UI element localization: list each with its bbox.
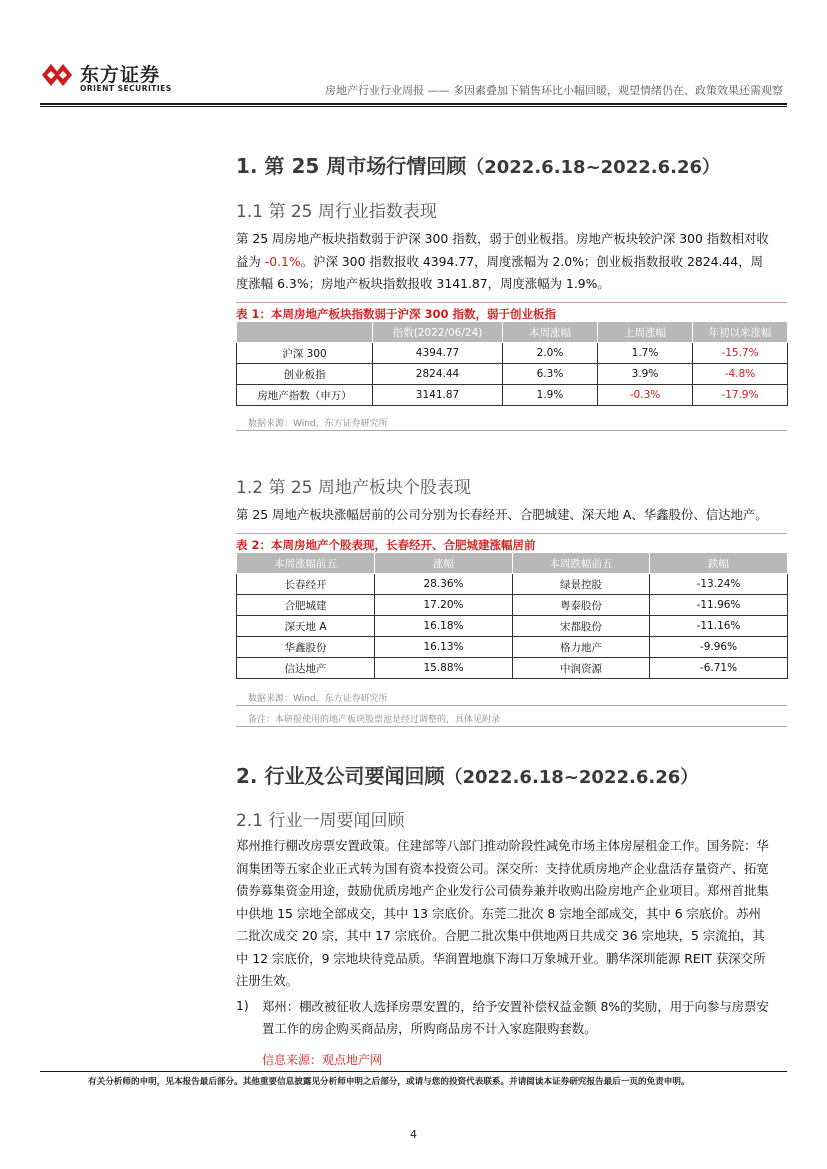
table-header-cell: 跌幅 xyxy=(650,553,788,574)
gainer-name: 华鑫股份 xyxy=(237,637,375,658)
table-row xyxy=(237,385,788,406)
loser-name: 粤泰股份 xyxy=(513,595,650,616)
loser-pct: -9.96% xyxy=(650,637,788,658)
table1-caption: 表 1：本周房地产板块指数弱于沪深 300 指数，弱于创业板指 xyxy=(236,302,787,322)
index-close: 3141.87 xyxy=(373,385,503,406)
gainer-pct: 28.36% xyxy=(375,574,513,595)
info-source: 信息来源：观点地产网 xyxy=(262,1053,383,1067)
header-divider xyxy=(40,103,787,105)
table2-caption: 表 2：本周房地产个股表现，长春经开、合肥城建涨幅居前 xyxy=(236,533,787,553)
relative-return-value: -0.1% xyxy=(264,253,301,269)
section1-dates: （2022.6.18~2022.6.26） xyxy=(466,157,721,178)
table-row xyxy=(237,364,788,385)
table-header-cell: 指数(2022/06/24) xyxy=(373,322,503,343)
loser-name: 格力地产 xyxy=(513,637,650,658)
section1-1-heading: 1.1 第 25 周行业指数表现 xyxy=(236,202,437,222)
table-row xyxy=(237,595,788,616)
section1-heading xyxy=(236,150,720,179)
loser-name: 宋都股份 xyxy=(513,616,650,637)
section1-2-heading: 1.2 第 25 周地产板块个股表现 xyxy=(236,478,471,498)
section1-1-paragraph: 第 25 周房地产板块指数弱于沪深 300 指数，弱于创业板指。房地产板块较沪深 300 指数相对收益为 -0.1%。沪深 300 指数报收 4394.77，周度涨幅为 2.0%；创业板指数报收 2824.44，周度涨幅 6.3%；房地产板块指数报收 3141.87，周度涨幅为 1.9%。 xyxy=(236,231,769,291)
brand-name-cn: 东方证券 xyxy=(80,64,161,86)
table2-bottom-rule xyxy=(236,726,787,727)
loser-pct: -6.71% xyxy=(650,658,788,679)
table2-note: 备注：本研报使用的地产板块股票池是经过调整的，具体见附录 xyxy=(248,715,501,725)
footer-divider xyxy=(40,1071,787,1072)
gainer-name: 合肥城建 xyxy=(237,595,375,616)
ytd-change: -17.9% xyxy=(693,385,788,406)
index-performance-table xyxy=(236,321,788,406)
week-change: 1.9% xyxy=(503,385,598,406)
index-name: 沪深 300 xyxy=(237,343,373,364)
section1-2-paragraph: 第 25 周地产板块涨幅居前的公司分别为长春经开、合肥城建、深天地 A、华鑫股份、信达地产。 xyxy=(236,507,768,522)
section2-dates: （2022.6.18~2022.6.26） xyxy=(444,767,699,788)
list-item-number: 1) xyxy=(236,998,249,1013)
orient-logo-icon xyxy=(40,60,74,90)
loser-name: 中润资源 xyxy=(513,658,650,679)
section2-title: 2. 行业及公司要闻回顾 xyxy=(236,764,445,788)
week-change: 2.0% xyxy=(503,343,598,364)
loser-name: 绿景控股 xyxy=(513,574,650,595)
gainer-pct: 16.13% xyxy=(375,637,513,658)
ytd-change: -4.8% xyxy=(693,364,788,385)
table-row xyxy=(237,574,788,595)
section2-1-paragraph: 郑州推行棚改房票安置政策。住建部等八部门推动阶段性减免市场主体房屋租金工作。国务院：华润集团等五家企业正式转为国有资本投资公司。深交所：支持优质房地产企业盘活存量资产、拓宽债券募集资金用途，鼓励优质房地产企业发行公司债券兼并收购出险房地产企业项目。郑州首批集中供地 15 宗地全部成交，其中 13 宗底价。东莞二批次 8 宗地全部成交，其中 6 宗底价。苏州二批次成交 20 宗，其中 17 宗底价。合肥二批次集中供地两日共成交 36 宗地块，5 宗流拍，其中 12 宗底价，9 宗地块待竞品质。华润置地旗下海口万象城开业。鹏华深圳能源 REIT 获深交所注册生效。 xyxy=(236,838,769,988)
table-header-cell xyxy=(237,322,373,343)
table1-bottom-rule xyxy=(236,430,787,431)
loser-pct: -11.96% xyxy=(650,595,788,616)
table-header-cell: 上周涨幅 xyxy=(598,322,693,343)
table2-source: 数据来源：Wind，东方证券研究所 xyxy=(248,694,388,704)
section1-title: 1. 第 25 周市场行情回顾 xyxy=(236,154,467,178)
table-header-cell: 本周跌幅前五 xyxy=(513,553,650,574)
index-name: 创业板指 xyxy=(237,364,373,385)
section2-heading xyxy=(236,760,698,789)
loser-pct: -13.24% xyxy=(650,574,788,595)
loser-pct: -11.16% xyxy=(650,616,788,637)
brand-name-en: ORIENT SECURITIES xyxy=(80,84,172,93)
table-header-cell: 涨幅 xyxy=(375,553,513,574)
table-row xyxy=(237,343,788,364)
table1-source: 数据来源：Wind，东方证券研究所 xyxy=(248,419,388,429)
section2-1-heading: 2.1 行业一周要闻回顾 xyxy=(236,811,405,831)
table-header-cell: 本周涨幅 xyxy=(503,322,598,343)
report-title: 房地产行业行业周报 —— 多因素叠加下销售环比小幅回暖，观望情绪仍在、政策效果还需观察 xyxy=(325,84,783,97)
footer-disclaimer: 有关分析师的申明，见本报告最后部分。其他重要信息披露见分析师申明之后部分，或请与您的投资代表联系。并请阅读本证券研究报告最后一页的免责申明。 xyxy=(88,1077,690,1087)
gainer-name: 深天地 A xyxy=(237,616,375,637)
table-header-row xyxy=(237,322,788,343)
gainer-pct: 17.20% xyxy=(375,595,513,616)
table-row xyxy=(237,637,788,658)
index-name: 房地产指数（申万） xyxy=(237,385,373,406)
table-header-cell: 本周涨幅前五 xyxy=(237,553,375,574)
table-row xyxy=(237,658,788,679)
stock-performance-table xyxy=(236,552,788,679)
page-number: 4 xyxy=(410,1128,417,1141)
last-week-change: 1.7% xyxy=(598,343,693,364)
last-week-change: 3.9% xyxy=(598,364,693,385)
table2-source-rule xyxy=(236,705,787,706)
ytd-change: -15.7% xyxy=(693,343,788,364)
gainer-pct: 15.88% xyxy=(375,658,513,679)
table-header-cell: 年初以来涨幅 xyxy=(693,322,788,343)
list-item-text: 郑州：棚改被征收人选择房票安置的，给予安置补偿权益金额 8%的奖励，用于向参与房票安置工作的房企购买商品房，所购商品房不计入家庭限购套数。 xyxy=(262,999,769,1036)
header-divider-thin xyxy=(40,106,787,107)
gainer-name: 信达地产 xyxy=(237,658,375,679)
table-row xyxy=(237,616,788,637)
last-week-change: -0.3% xyxy=(598,385,693,406)
index-close: 2824.44 xyxy=(373,364,503,385)
index-close: 4394.77 xyxy=(373,343,503,364)
gainer-name: 长春经开 xyxy=(237,574,375,595)
gainer-pct: 16.18% xyxy=(375,616,513,637)
table-header-row xyxy=(237,553,788,574)
week-change: 6.3% xyxy=(503,364,598,385)
